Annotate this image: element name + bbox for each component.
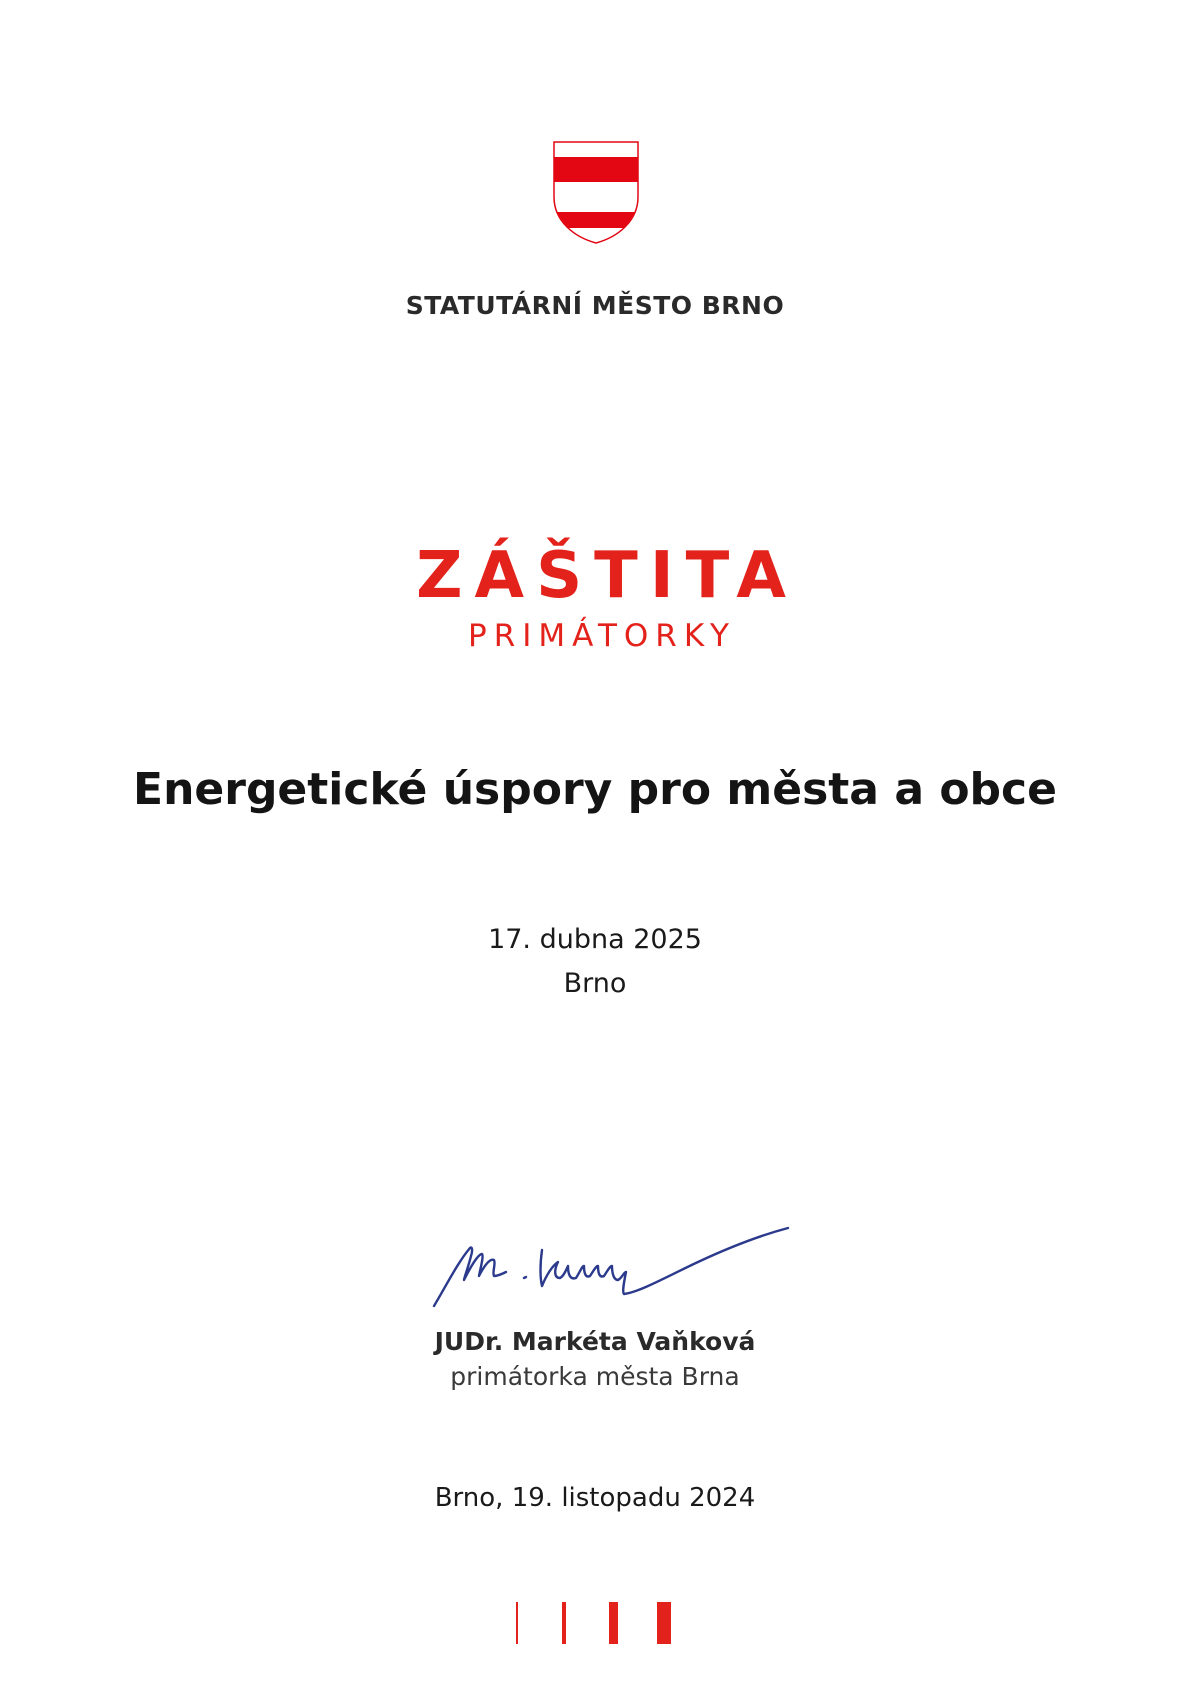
signer-role: primátorka města Brna xyxy=(450,1362,740,1391)
event-title: Energetické úspory pro města a obce xyxy=(133,764,1057,815)
signer-name: JUDr. Markéta Vaňková xyxy=(434,1327,756,1356)
patronage-subtitle: PRIMÁTORKY xyxy=(468,618,736,654)
footer-bars-decoration xyxy=(516,1602,676,1644)
handwritten-signature xyxy=(428,1220,798,1310)
footer-bar-2 xyxy=(562,1602,566,1644)
footer-bar-1 xyxy=(516,1602,518,1644)
issue-place-date: Brno, 19. listopadu 2024 xyxy=(434,1483,756,1513)
footer-bar-3 xyxy=(609,1602,618,1644)
patronage-title: ZÁŠTITA xyxy=(416,539,798,613)
footer-bar-4 xyxy=(657,1602,671,1644)
event-place: Brno xyxy=(563,968,627,999)
brno-coat-of-arms-icon xyxy=(553,141,639,244)
city-name: STATUTÁRNÍ MĚSTO BRNO xyxy=(405,291,785,320)
event-date: 17. dubna 2025 xyxy=(488,924,702,955)
